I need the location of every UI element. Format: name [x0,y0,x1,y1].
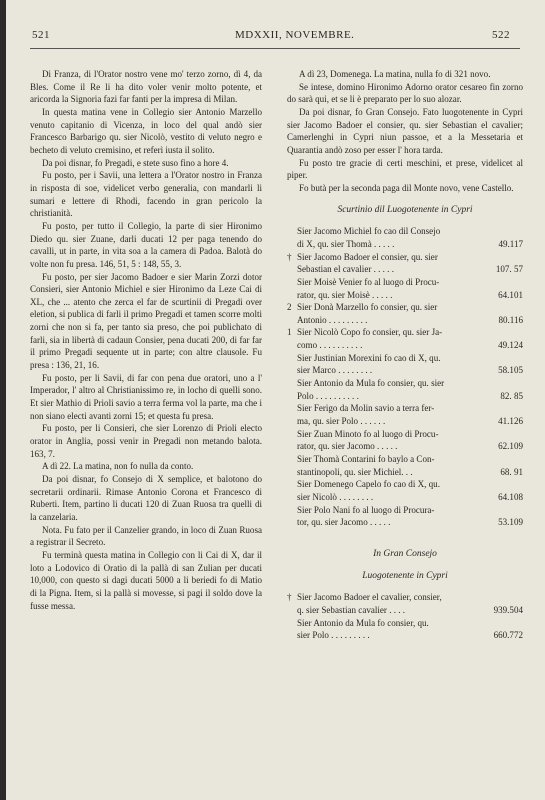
vote-count: 64.108 [498,492,523,502]
vote-entry-line [287,453,523,466]
candidate-name: q. sier Sebastian cavalier . . . . [297,604,406,615]
running-header: MDXXII, NOVEMBRE. [235,29,355,41]
paragraph: Fu terminà questa matina in Collegio con li Cai di X, dar il loto a Lodovico di Oratio di la pallà di san Zulian per ducati 10,000, con questo si dagi ducati 5000 a li beriedi fo di Matio di la Pigna. Item, si la pallà si movesse, si pagi il soldo dove la fusse messa. [30,549,262,611]
vote-count: 53.109 [498,517,523,528]
vote-entry-line [287,516,523,529]
entry-mark: † [287,251,292,262]
paragraph: Se intese, domino Hironimo Adorno orator cesareo fin zorno do sarà qui, et se li è preparato per lo suo alozar. [287,81,523,105]
candidate-name: Polo . . . . . . . . . . [297,390,359,401]
right-intro [287,68,523,195]
candidate-name: Sier Antonio da Mula fo consier, qu. sier [297,378,445,389]
scrutinio-list [287,225,523,529]
entry-mark: † [287,592,292,603]
candidate-name: di X, qu. sier Thomà . . . . . [297,238,395,249]
candidate-name: Sier Jacomo Badoer el consier, qu. sier [297,251,438,262]
right-page-number: 522 [492,29,510,41]
vote-entry-line [287,415,523,428]
candidate-name: como . . . . . . . . . . [297,340,363,351]
vote-count: 82. 85 [500,390,523,401]
vote-entry-line [287,225,523,238]
candidate-name: Sier Zuan Minoto fo al luogo di Procu- [297,428,439,439]
entry-mark: 1 [287,327,292,338]
vote-count: 660.772 [493,630,523,641]
vote-entry-line [287,617,523,630]
entry-mark: 2 [287,302,292,313]
candidate-name: Sier Polo Nani fo al luogo di Procura- [297,504,435,515]
candidate-name: Sebastian el cavalier . . . . . [297,264,394,275]
vote-count: 68. 91 [500,466,523,477]
vote-entry-line [287,289,523,302]
candidate-name: Sier Moisè Venier fo al luogo di Procu- [297,276,440,287]
vote-entry-line [287,314,523,327]
vote-count: 80.116 [498,314,523,325]
candidate-name: sier Marco . . . . . . . . [297,365,373,376]
vote-entry-line [287,251,523,264]
left-page-number: 521 [32,29,50,41]
paragraph: Fu posto, per li Savii, di far con pena due oratori, uno a l' Imperador, l' altro al Christianissimo re, in locho di quelli sono. Et sier Mathio di Prioli savio a terra ferma vol la parte, ma che i non siano electi avanti zorni 15; et questa fu presa. [30,372,262,421]
left-column [30,68,262,612]
scrutinio-heading: Scurtinio dil Luogotenente in Cypri [337,204,473,215]
luogotenente-heading: Luogotenente in Cypri [362,570,448,581]
header-rule [30,48,520,49]
candidate-name: rator, qu. sier Jacomo . . . . . [297,441,398,452]
gran-consejo-heading: In Gran Consejo [373,548,437,559]
vote-entry-line [287,263,523,276]
vote-entry-line [287,604,523,617]
right-column [287,68,523,642]
candidate-name: Sier Antonio da Mula fo consier, qu. [297,617,429,628]
vote-entry-line [287,238,523,251]
vote-entry-line [287,428,523,441]
candidate-name: Sier Ferigo da Molin savio a terra fer- [297,403,435,414]
candidate-name: stantinopoli, qu. sier Michiel. . . [297,466,413,477]
vote-entry-line [287,326,523,339]
paragraph: Di Franza, di l'Orator nostro vene mo' terzo zorno, dì 4, da Bles. Come il Re li ha dito voler venir molto potente, et aricorda la Signoria fazi far fanti per la impresa di Milan. [30,69,262,105]
vote-count: 49.117 [498,238,523,249]
gran-consejo-list [287,591,523,642]
paragraph: Fu posto tre gracie di certi meschini, et prese, videlicet al piper. [287,157,523,181]
paragraph: In questa matina vene in Collegio sier Antonio Marzello venuto capitanio di Vicenza, in loco del qual andò sier Francesco Barbarigo qu. sier Nicolò, vestito di veluto negro e becheto di veluto cremisino, et referì iusta il solito. [30,106,262,155]
vote-entry-line [287,440,523,453]
paragraph: A dì 23, Domenega. La matina, nulla fo di 321 novo. [299,69,491,79]
vote-entry-line [287,478,523,491]
vote-entry-line [287,466,523,479]
vote-entry-line [287,491,523,504]
candidate-name: Sier Domenego Capelo fo cao di X, qu. [297,479,440,490]
candidate-name: rator, qu. sier Moisè . . . . . [297,289,393,300]
vote-entry-line [287,591,523,604]
candidate-name: tor, qu. sier Jacomo . . . . . [297,517,391,528]
paragraph: Da poi disnar, fo Gran Consejo. Fato luogotenente in Cypri sier Jacomo Badoer el consier, qu. sier Sebastian el cavalier; Camerlenghi in Cypri niun passoe, et a la Messetaria et Quarantia andò zoso per esser l' hora tarda. [287,106,523,155]
vote-count: 107. 57 [495,264,523,275]
paragraph: Fo butà per la seconda paga dil Monte novo, vene Castello. [299,182,514,193]
candidate-name: Sier Nicolò Copo fo consier, qu. sier Ja- [297,327,443,338]
vote-count: 939.504 [493,604,523,615]
candidate-name: ma, qu. sier Polo . . . . . . [297,416,386,427]
paragraph: Nota. Fu fato per il Canzelier grando, in loco di Zuan Ruosa a registrar il Secreto. [30,524,262,548]
candidate-name: Antonio . . . . . . . . . [297,314,368,325]
paragraph: Da poi disnar, fo Pregadi, e stete suso fino a hore 4. [42,157,229,168]
candidate-name: Sier Donà Marzello fo consier, qu. sier [297,302,438,313]
candidate-name: Sier Justinian Morexini fo cao di X, qu. [297,352,441,363]
vote-entry-line [287,364,523,377]
vote-entry-line [287,276,523,289]
scan-edge [0,0,6,800]
vote-entry-line [287,504,523,517]
vote-entry-line [287,402,523,415]
candidate-name: Sier Jacomo Badoer el cavalier, consier, [297,592,442,603]
candidate-name: sier Nicolò . . . . . . . . [297,492,374,502]
paragraph: Fu posto, per i Savii, una lettera a l'Orator nostro in Franza in risposta di soe, videlicet verbo generalia, con mandarli li sumari e lettere di Rhodi, facendo in gran pericolo la christianità. [30,170,262,219]
vote-entry-line [287,339,523,352]
candidate-name: sier Polo . . . . . . . . . [297,630,370,641]
paragraph: Fu posto, per sier Jacomo Badoer e sier Marin Zorzi dotor Consieri, sier Antonio Michiel e sier Hironimo da Leze Cai di XL, che ... atento che zerca el far de scurtinii di Pregadi over eletion, si publica di farli il primo Pregadi et tamen scorre molti zorni che non si fa, per tanto sia preso, che poi publichato di farli, sia in libertà di cadaun Consier, pena ducati 200, di far far il primo Pregadi sequente ut in parte; con altre clausole. Fu presa : 136, 21, 16. [30,271,262,371]
vote-entry-line [287,377,523,390]
candidate-name: Sier Jacomo Michiel fo cao dil Consejo [297,226,441,237]
vote-entry-line [287,352,523,365]
paragraph: Da poi disnar, fo Consejo di X semplice, et balotono do secretarii ordinarii. Rimase Antonio Corona et Francesco di Ruberti. Item, partino li ducati 120 di Zuan Ruosa tra quelli di la canzelaria. [30,474,262,522]
vote-count: 41.126 [498,416,523,427]
vote-count: 58.105 [498,365,523,376]
vote-count: 64.101 [498,289,523,300]
vote-entry-line [287,301,523,314]
candidate-name: Sier Thomà Contarini fo baylo a Con- [297,454,435,465]
paragraph: Fu posto, per tutto il Collegio, la parte di sier Hironimo Diedo qu. sier Zuane, darli ducati 12 per paga tenendo do cavalli, ut in parte, in vita soa a la camera di Padoa. Balotà do volte non fu presa. 146, 51, 5 : 148, 55, 3. [30,220,262,269]
vote-count: 49.124 [498,340,523,351]
vote-entry-line [287,629,523,642]
vote-entry-line [287,390,523,403]
paragraph: A dì 22. La matina, non fo nulla da conto. [42,461,194,472]
paragraph: Fu posto, per li Consieri, che sier Lorenzo di Prioli electo orator in Anglia, possi venir in Pregadi non metando balota. 163, 7. [30,423,262,459]
vote-count: 62.109 [498,441,523,452]
